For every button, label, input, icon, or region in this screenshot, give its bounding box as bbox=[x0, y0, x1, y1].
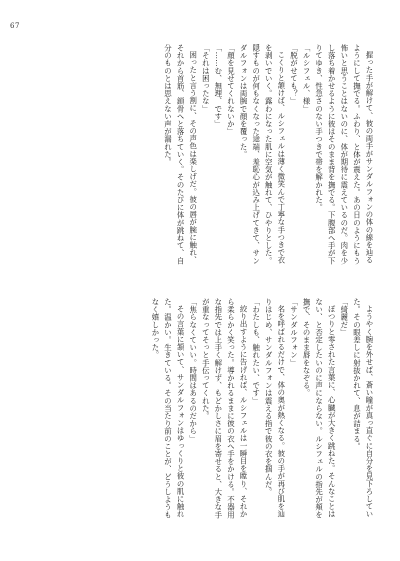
paragraph: 「わたしも、触れたい、です」 bbox=[251, 298, 261, 405]
page-number: 67 bbox=[10, 22, 20, 30]
paragraph: 握った手が解けて、彼の両手がサンダルフォンの体の線を辿るようにして撫でる。ふわり、と体が震えた。あの日のようにもう怖いと思うことはないのに、体が期待に震えているのだ。肉を少し落ち着かせるように彼はそのまま背を撫でる。下腹部へ手が下りてゆき、性急さのない手つきで帯を解かれた。 bbox=[314, 44, 374, 265]
paragraph: 困ったと言う割に、その声色は楽しげだ。彼の唇が腕に触れ、それから首筋、鎖骨へと落ちていく。そのたびに体が跳ねて、自分のものとは思えない声が漏れた。 bbox=[163, 44, 198, 265]
paragraph: 名を呼ばれるだけで、体の奥が熱くなる。彼の手が再び肌を辿りはじめ、サンダルフォンは震える指で彼の衣を掴んだ。 bbox=[264, 298, 286, 519]
paragraph: 「それは困ったな」 bbox=[201, 44, 211, 113]
paragraph: 「綺麗だ」 bbox=[339, 298, 349, 336]
paragraph: 「焦らなくていい。時間はあるのだから」 bbox=[188, 298, 198, 443]
paragraph: 「ルシフェル、様」 bbox=[302, 44, 312, 113]
paragraph: 「……む、無理、です」 bbox=[213, 44, 223, 128]
paragraph: こくりと頷けば、ルシフェルは薄く微笑んで丁寧な手つきで衣を剥いでいく。露わになった肌に空気が触れて、ひやりとした。隠すものが何もなくなった途端、羞恥心が込み上げてきて、サンダルフォンは両腕で顔を覆った。 bbox=[239, 44, 286, 265]
paragraph: 絞り出すように告げれば、ルシフェルは一瞬目を瞠り、それから柔らかく笑った。導かれるままに彼の衣へ手をかける。不器用な指先では上手く解けず、もどかしさに眉を寄せると、大きな手が重なってそっと手伝ってくれた。 bbox=[201, 298, 249, 519]
text-block-bottom bbox=[15, 298, 375, 525]
text-block-top bbox=[15, 44, 375, 270]
paragraph: 「脱がせても？」 bbox=[289, 44, 299, 105]
paragraph: ぽつりと零された言葉に、心臓が大きく跳ねた。そんなことはない、と否定したいのに声にならない。ルシフェルの指先が頬を撫で、そのまま唇をなぞる。 bbox=[302, 298, 337, 519]
paragraph: 「サンダルフォン」 bbox=[289, 298, 299, 367]
paragraph: その言葉に頷いて、サンダルフォンはゆっくりと彼の肌に触れた。温かい。生きている。その当たり前のことが、どうしようもなく嬉しかった。 bbox=[150, 298, 186, 519]
paragraph: 「顔を見せてくれないか」 bbox=[226, 44, 236, 136]
paragraph: ようやく腕を外せば、蒼い瞳が真っ直ぐに自分を見下ろしていた。その眼差しに射抜かれて、息が詰まる。 bbox=[352, 298, 374, 519]
